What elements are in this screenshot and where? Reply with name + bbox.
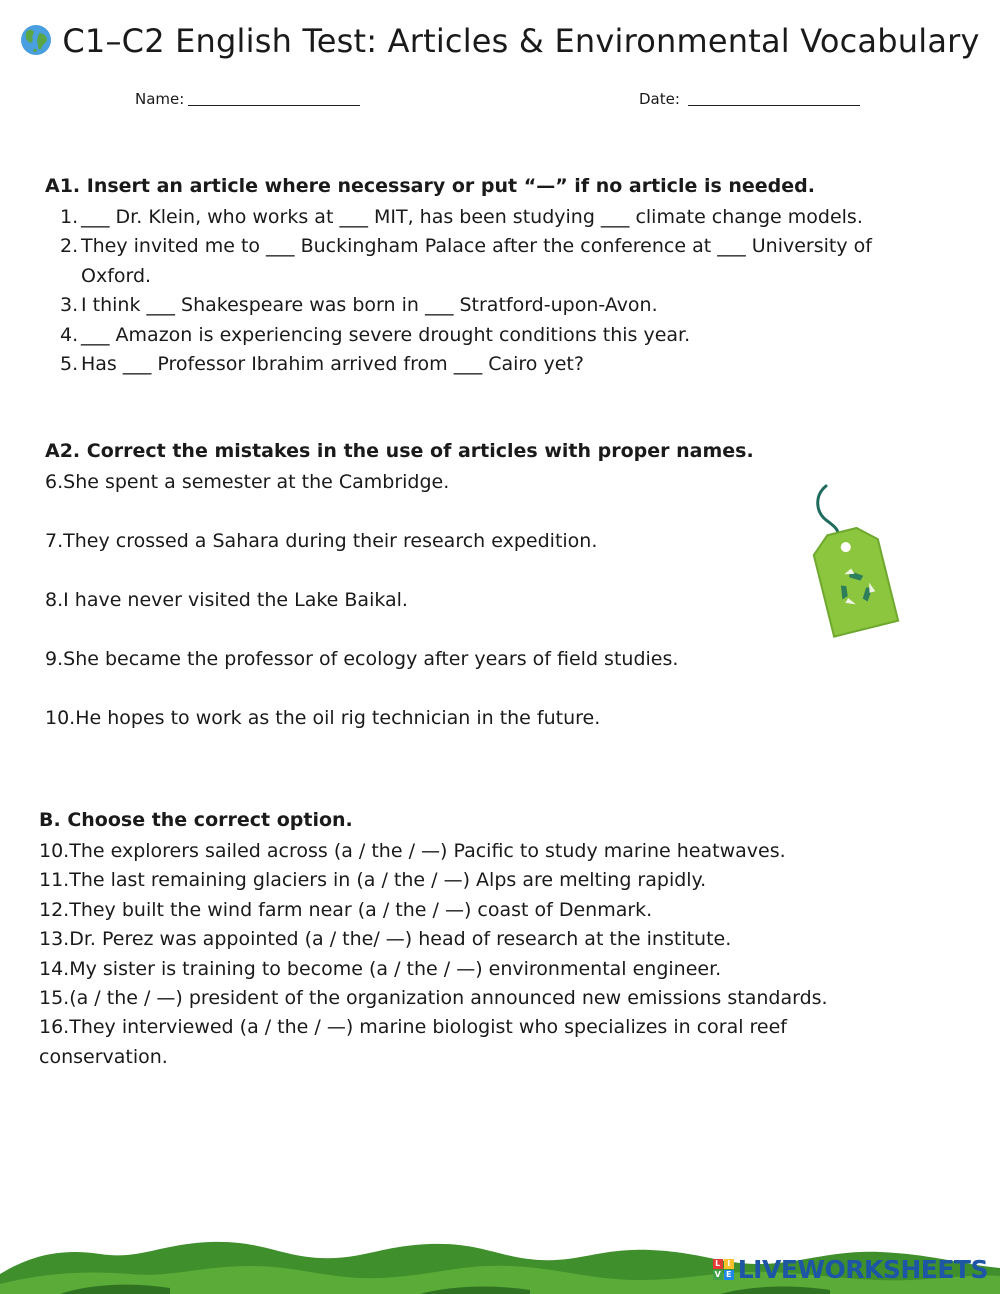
date-label: Date:	[639, 90, 680, 108]
list-item: 5. Has ___ Professor Ibrahim arrived from ___ Cairo yet?	[60, 353, 584, 376]
brand-logo	[713, 1255, 988, 1284]
section-a1-list	[45, 203, 945, 379]
page-title	[0, 22, 1000, 64]
list-item: 14.My sister is training to become (a / the / —) environmental engineer.	[39, 957, 722, 980]
list-item: 13.Dr. Perez was appointed (a / the/ —) head of research at the institute.	[39, 928, 732, 951]
list-item: 4. ___ Amazon is experiencing severe drought conditions this year.	[60, 323, 691, 346]
list-item: 16.They interviewed (a / the / —) marine biologist who specializes in coral reef conservation.	[39, 1016, 787, 1068]
name-label: Name:	[135, 90, 185, 108]
section-a2-heading: A2. Correct the mistakes in the use of articles with proper names.	[45, 440, 754, 462]
list-item: 9.She became the professor of ecology after years of field studies.	[45, 648, 679, 670]
list-item: 6.She spent a semester at the Cambridge.	[45, 471, 450, 493]
brand-logo-icon: L I V E	[713, 1259, 734, 1280]
name-line[interactable]	[188, 91, 360, 106]
list-item: 15.(a / the / —) president of the organization announced new emissions standards.	[39, 987, 828, 1010]
list-item: 10.The explorers sailed across (a / the / —) Pacific to study marine heatwaves.	[39, 840, 786, 862]
brand-name: LIVEWORKSHEETS	[737, 1255, 988, 1284]
list-item: 3. I think ___ Shakespeare was born in ___ Stratford-upon-Avon.	[60, 294, 658, 317]
list-item: 7.They crossed a Sahara during their research expedition.	[45, 530, 598, 552]
title-text: C1–C2 English Test: Articles & Environmental Vocabulary	[62, 22, 980, 60]
list-item: 8.I have never visited the Lake Baikal.	[45, 589, 408, 611]
name-field[interactable]	[135, 90, 360, 108]
list-item: 11.The last remaining glaciers in (a / the / —) Alps are melting rapidly.	[39, 869, 707, 892]
list-item: 10.He hopes to work as the oil rig technician in the future.	[45, 707, 601, 729]
section-a2-list	[45, 468, 785, 763]
list-item: 12.They built the wind farm near (a / the / —) coast of Denmark.	[39, 898, 653, 921]
date-line[interactable]	[688, 91, 860, 106]
recycle-tag-icon	[800, 484, 910, 648]
section-a1-heading: A1. Insert an article where necessary or put “—” if no article is needed.	[45, 175, 815, 197]
date-field[interactable]	[639, 90, 860, 108]
section-b-heading: B. Choose the correct option.	[39, 809, 353, 831]
list-item: 2. They invited me to ___ Buckingham Palace after the conference at ___ University of Oxford.	[60, 235, 872, 287]
section-b-list	[39, 837, 919, 1072]
globe-icon	[20, 24, 52, 64]
list-item: 1. ___ Dr. Klein, who works at ___ MIT, has been studying ___ climate change models.	[60, 206, 863, 228]
